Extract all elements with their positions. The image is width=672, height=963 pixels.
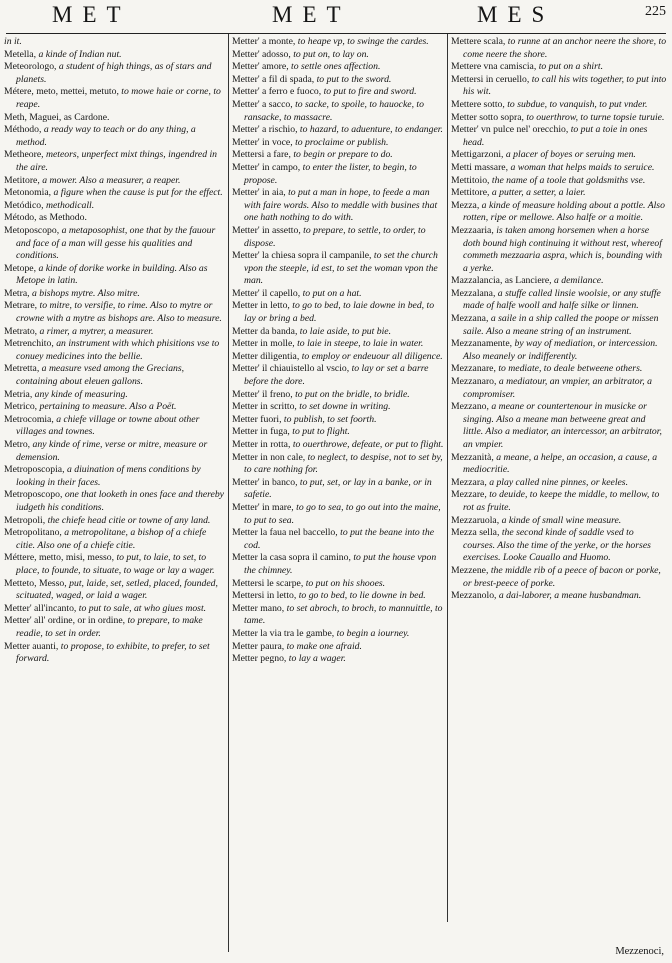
entry-headword: Meth, Maguei, as Cardone. bbox=[4, 111, 110, 123]
column-divider-2 bbox=[447, 34, 448, 922]
entry-definition: the name of a toole that goldsmiths vse. bbox=[491, 174, 646, 186]
entry-definition: a meane or countertenour in musicke or singing. Also a meane man betweene great and little. Also a mediator, an intercessor, an arbitrator, an vmpier. bbox=[463, 401, 662, 450]
entry-definition: to lay or set a barre before the dore. bbox=[244, 363, 429, 388]
entry-headword: Metter in scritto, bbox=[232, 401, 297, 413]
dictionary-entry bbox=[451, 112, 667, 125]
entry-definition: to put a toie in ones head. bbox=[463, 124, 648, 148]
dictionary-entry bbox=[451, 124, 667, 149]
dictionary-entry bbox=[4, 414, 226, 439]
entry-definition: a ready way to teach or do any thing, a method. bbox=[16, 124, 196, 148]
running-head-center: MET bbox=[272, 2, 351, 27]
entry-definition: to put, to laie, to set, to place, to founde, to situate, to wage or lay a wager. bbox=[16, 552, 215, 576]
entry-definition: to call his wits together, to put into his wit. bbox=[463, 73, 667, 98]
entry-headword: Mezzaaria, bbox=[451, 224, 494, 236]
entry-headword: Metter' vn pulce nel' orecchio, bbox=[451, 124, 569, 136]
entry-definition: to enter the lister, to begin, to propose. bbox=[244, 161, 417, 186]
entry-headword: Metter in rotta, bbox=[232, 439, 291, 450]
entry-definition: to go to bed, to lie downe in bed. bbox=[298, 590, 426, 602]
dictionary-entry bbox=[232, 36, 444, 49]
dictionary-entry bbox=[232, 590, 444, 603]
dictionary-entry bbox=[451, 376, 667, 401]
entry-definition: is taken among horsemen when a horse doth bound high continuing it without rest, whereof commeth mezzaaria aspra, which is, bounding with a yerke. bbox=[463, 224, 663, 274]
dictionary-entry bbox=[4, 552, 226, 577]
entry-headword: Metter la casa sopra il camino, bbox=[232, 552, 351, 564]
entry-definition: to laie in steepe, to laie in water. bbox=[297, 338, 424, 350]
dictionary-entry bbox=[451, 489, 667, 514]
entry-definition: to put the house vpon the chimney. bbox=[244, 552, 437, 576]
dictionary-entry bbox=[4, 641, 226, 666]
dictionary-entry bbox=[4, 200, 226, 213]
dictionary-entry bbox=[4, 489, 226, 514]
entry-headword: Metria, bbox=[4, 388, 33, 400]
entry-headword: Mezzana, bbox=[451, 313, 489, 325]
column-1 bbox=[4, 36, 226, 666]
dictionary-entry bbox=[4, 149, 226, 174]
dictionary-entry bbox=[4, 49, 226, 62]
header-rule bbox=[6, 33, 666, 34]
entry-headword: Mazzalancia, as Lanciere, bbox=[451, 275, 552, 287]
dictionary-entry bbox=[232, 99, 444, 124]
dictionary-entry bbox=[4, 61, 226, 86]
entry-definition: to mediate, to deale betweene others. bbox=[498, 363, 643, 375]
dictionary-entry bbox=[232, 401, 444, 414]
page-header bbox=[0, 0, 672, 34]
entry-definition: to go to bed, to laie downe in bed, to lay or bring a bed. bbox=[244, 300, 435, 325]
dictionary-entry bbox=[4, 86, 226, 111]
entry-definition: a putter, a setter, a laier. bbox=[491, 187, 586, 199]
dictionary-entry bbox=[232, 641, 444, 654]
entry-definition: in it. bbox=[4, 36, 22, 47]
dictionary-entry bbox=[4, 212, 226, 225]
entry-definition: to make one afraid. bbox=[286, 640, 362, 652]
entry-headword: Metter fuori, bbox=[232, 413, 282, 425]
dictionary-entry bbox=[451, 590, 667, 603]
dictionary-entry bbox=[4, 578, 226, 603]
dictionary-entry bbox=[232, 653, 444, 666]
entry-definition: a metropolitane, a bishop of a chiefe citie. Also one of a chiefe citie. bbox=[16, 527, 207, 551]
entry-definition: a demilance. bbox=[554, 275, 604, 287]
entry-headword: Metter' amore, bbox=[232, 61, 289, 73]
dictionary-entry bbox=[451, 313, 667, 338]
dictionary-entry bbox=[4, 338, 226, 363]
dictionary-entry bbox=[4, 363, 226, 388]
entry-definition: by way of mediation, or intercession. Also meanely or indifferently. bbox=[463, 338, 658, 362]
dictionary-entry bbox=[451, 99, 667, 112]
entry-definition: one that looketh in ones face and thereby iudgeth his conditions. bbox=[16, 489, 224, 513]
entry-definition: to put on, to lay on. bbox=[293, 48, 369, 60]
dictionary-entry bbox=[451, 363, 667, 376]
entry-headword: Metter' in mare, bbox=[232, 501, 294, 513]
dictionary-entry bbox=[4, 124, 226, 149]
entry-definition: the chiefe head citie or towne of any land. bbox=[47, 514, 211, 526]
entry-headword: Mettere scala, bbox=[451, 36, 506, 47]
entry-definition: a kinde of measure holding about a pottle. Also rotten, ripe or mellowe. Also halfe or a moitie. bbox=[463, 199, 665, 224]
dictionary-entry bbox=[451, 162, 667, 175]
entry-headword: Mettersi le scarpe, bbox=[232, 577, 304, 589]
entry-definition: to hazard, to aduenture, to endanger. bbox=[299, 124, 443, 136]
dictionary-entry bbox=[4, 36, 226, 49]
dictionary-entry bbox=[451, 200, 667, 225]
dictionary-entry bbox=[4, 187, 226, 200]
dictionary-entry bbox=[232, 527, 444, 552]
entry-headword: Mettersi in ceruello, bbox=[451, 73, 530, 85]
entry-definition: to laie aside, to put bie. bbox=[299, 325, 392, 337]
entry-definition: meteors, unperfect mixt things, ingendred in the aire. bbox=[16, 149, 217, 173]
entry-headword: Metódico, bbox=[4, 199, 44, 211]
entry-definition: a diuination of mens conditions by looking in their faces. bbox=[16, 464, 201, 488]
entry-headword: Metra, bbox=[4, 287, 30, 299]
entry-definition: to put on a shirt. bbox=[538, 61, 604, 73]
dictionary-entry bbox=[451, 452, 667, 477]
entry-definition: to set downe in writing. bbox=[299, 401, 391, 413]
entry-headword: Metter sotto sopra, bbox=[451, 111, 524, 123]
entry-headword: Mezza, bbox=[451, 199, 480, 211]
entry-headword: Mettere sotto, bbox=[451, 98, 505, 110]
entry-headword: Metter in fuga, bbox=[232, 426, 290, 438]
entry-definition: a mower. Also a measurer, a reaper. bbox=[42, 174, 181, 186]
entry-headword: Mezza sella, bbox=[451, 527, 500, 539]
entry-definition: to subdue, to vanquish, to put vnder. bbox=[507, 98, 648, 110]
dictionary-entry bbox=[232, 162, 444, 187]
entry-definition: a mediatour, an vmpier, an arbitrator, a compromiser. bbox=[463, 376, 652, 400]
page-number: 225 bbox=[645, 4, 666, 19]
entry-headword: Mezzaruola, bbox=[451, 514, 500, 526]
entry-headword: Metella, bbox=[4, 48, 37, 60]
dictionary-entry bbox=[232, 61, 444, 74]
entry-definition: to put on his shooes. bbox=[305, 577, 386, 589]
entry-headword: Metter in letto, bbox=[232, 300, 290, 312]
entry-headword: Mettitoio, bbox=[451, 174, 490, 186]
dictionary-entry bbox=[232, 300, 444, 325]
dictionary-entry bbox=[451, 527, 667, 565]
entry-definition: any kinde of measuring. bbox=[34, 388, 128, 400]
entry-definition: pertaining to measure. Also a Poët. bbox=[39, 401, 177, 413]
entry-definition: to set the church vpon the steeple, id est, to set the woman vpon the man. bbox=[244, 250, 438, 287]
entry-headword: Metter' in assetto, bbox=[232, 224, 301, 236]
entry-headword: Metrico, bbox=[4, 401, 38, 413]
entry-headword: Méthodo, bbox=[4, 124, 42, 136]
entry-definition: a saile in a ship called the poope or missen saile. Also a meane string of an instrument. bbox=[463, 313, 659, 337]
entry-definition: to neglect, to despise, not to set by, to care nothing for. bbox=[244, 451, 443, 476]
entry-definition: a figure when the cause is put for the effect. bbox=[53, 187, 223, 199]
entry-definition: a play called nine pinnes, or keeles. bbox=[489, 476, 629, 488]
dictionary-entry bbox=[232, 452, 444, 477]
dictionary-entry bbox=[451, 401, 667, 451]
entry-headword: Mezzene, bbox=[451, 564, 489, 576]
column-3 bbox=[451, 36, 667, 603]
entry-headword: Metter' a monte, bbox=[232, 36, 296, 47]
entry-definition: to mitre, to versifie, to rime. Also to mytre or crowne with a mytre as bishops are. Also to measure. bbox=[16, 300, 222, 325]
column-divider-1 bbox=[228, 34, 229, 952]
dictionary-entry bbox=[451, 175, 667, 188]
dictionary-entry bbox=[232, 603, 444, 628]
entry-headword: Mezzara, bbox=[451, 476, 487, 488]
dictionary-entry bbox=[4, 464, 226, 489]
entry-headword: Metter mano, bbox=[232, 602, 285, 614]
entry-definition: a kinde of dorike worke in building. Also as Metope in latin. bbox=[16, 262, 208, 287]
entry-headword: Metter pegno, bbox=[232, 653, 287, 665]
entry-definition: put, laide, set, setled, placed, founded, scituated, waged, or laid a wager. bbox=[16, 577, 218, 602]
entry-definition: to put, set, or lay in a banke, or in safetie. bbox=[244, 476, 432, 501]
entry-definition: an instrument with which phisitions vse to conuey medicines into the bellie. bbox=[16, 338, 220, 362]
entry-headword: Metter in non cale, bbox=[232, 451, 306, 463]
dictionary-entry bbox=[451, 225, 667, 275]
entry-definition: to put the beane into the cod. bbox=[244, 527, 435, 551]
entry-definition: a meane, a helpe, an occasion, a cause, a mediocritie. bbox=[463, 451, 658, 476]
entry-headword: Metter la faua nel baccello, bbox=[232, 527, 338, 539]
entry-headword: Mezzare, bbox=[451, 489, 487, 501]
entry-definition: to put a man in hope, to feede a man with faire words. Also to meddle with busines that one hath nothing to do with. bbox=[244, 187, 438, 224]
dictionary-entry bbox=[451, 477, 667, 490]
column-2 bbox=[232, 36, 444, 666]
entry-headword: Metter diligentia, bbox=[232, 350, 300, 362]
dictionary-entry bbox=[451, 275, 667, 288]
entry-definition: a woman that helps maids to seruice. bbox=[510, 161, 655, 173]
entry-definition: to runne at an anchor neere the shore, to come neere the shore. bbox=[463, 36, 667, 60]
entry-definition: to proclaime or publish. bbox=[295, 136, 389, 148]
dictionary-entry bbox=[4, 326, 226, 339]
entry-headword: Metter' a rischio, bbox=[232, 124, 298, 136]
entry-headword: Metter' a fil di spada, bbox=[232, 73, 315, 85]
entry-definition: a measure vsed among the Grecians, containing about eleuen gallons. bbox=[16, 363, 185, 388]
dictionary-entry bbox=[232, 578, 444, 591]
dictionary-entry bbox=[4, 515, 226, 528]
entry-definition: to prepare, to make readie, to set in order. bbox=[16, 615, 203, 639]
entry-headword: Metropoli, bbox=[4, 514, 46, 526]
entry-headword: Metheore, bbox=[4, 149, 44, 161]
entry-headword: Meteorologo, bbox=[4, 61, 57, 73]
entry-headword: Metteto, Messo, bbox=[4, 577, 67, 589]
dictionary-entry bbox=[4, 263, 226, 288]
entry-definition: to put on a hat. bbox=[302, 287, 362, 299]
entry-headword: Metroposcopo, bbox=[4, 489, 63, 501]
dictionary-entry bbox=[4, 615, 226, 640]
entry-definition: the middle rib of a peece of bacon or porke, or brest-peece of porke. bbox=[463, 564, 661, 589]
entry-definition: a metaposophist, one that by the fauour and face of a man will gesse his qualities and conditions. bbox=[16, 224, 216, 262]
entry-headword: Metretta, bbox=[4, 363, 40, 375]
entry-headword: Mezzanamente, bbox=[451, 338, 513, 350]
dictionary-entry bbox=[451, 338, 667, 363]
entry-headword: Metter' a sacco, bbox=[232, 98, 293, 110]
entry-headword: Metrare, bbox=[4, 300, 38, 312]
dictionary-entry bbox=[232, 552, 444, 577]
dictionary-entry bbox=[232, 288, 444, 301]
entry-definition: to lay a wager. bbox=[288, 653, 346, 665]
dictionary-entry bbox=[232, 426, 444, 439]
dictionary-entry bbox=[232, 414, 444, 427]
dictionary-entry bbox=[232, 477, 444, 502]
dictionary-entry bbox=[232, 124, 444, 137]
entry-definition: to begin or prepare to do. bbox=[293, 149, 393, 161]
dictionary-entry bbox=[4, 112, 226, 125]
entry-definition: a rimer, a mytrer, a measurer. bbox=[39, 325, 154, 337]
entry-definition: to deuide, to keepe the middle, to mellow, to rot as fruite. bbox=[463, 489, 660, 513]
entry-definition: to heape vp, to swinge the cardes. bbox=[297, 36, 429, 47]
entry-definition: to go to sea, to go out into the maine, to put to sea. bbox=[244, 501, 441, 526]
entry-headword: Método, as Methodo. bbox=[4, 212, 87, 224]
entry-headword: Metro, bbox=[4, 439, 31, 450]
entry-headword: Metroposcopia, bbox=[4, 464, 65, 476]
entry-headword: Metoposcopo, bbox=[4, 224, 60, 236]
entry-headword: Mezzanaro, bbox=[451, 376, 497, 388]
entry-headword: Metter' all' ordine, or in ordine, bbox=[4, 615, 126, 627]
dictionary-entry bbox=[232, 137, 444, 150]
dictionary-entry bbox=[232, 502, 444, 527]
entry-headword: Métere, meto, mettei, metuto, bbox=[4, 86, 119, 98]
dictionary-entry bbox=[232, 363, 444, 388]
dictionary-entry bbox=[232, 225, 444, 250]
entry-headword: Méttere, metto, misi, messo, bbox=[4, 552, 115, 564]
entry-headword: Metti massare, bbox=[451, 161, 509, 173]
entry-definition: a student of high things, as of stars and planets. bbox=[16, 61, 212, 85]
entry-headword: Metter' il capello, bbox=[232, 287, 301, 299]
entry-definition: a kinde of Indian nut. bbox=[38, 48, 122, 60]
entry-definition: to mowe haie or corne, to reape. bbox=[16, 86, 221, 110]
entry-headword: Metter' la chiesa sopra il campanile, bbox=[232, 250, 372, 262]
entry-headword: Metter' in banco, bbox=[232, 476, 298, 488]
entry-headword: Metter' adosso, bbox=[232, 48, 291, 60]
entry-definition: a dai-laborer, a meane husbandman. bbox=[498, 590, 642, 602]
dictionary-entry bbox=[232, 187, 444, 225]
entry-headword: Metter la via tra le gambe, bbox=[232, 627, 335, 639]
entry-headword: Mezzanare, bbox=[451, 363, 496, 375]
entry-definition: to propose, to exhibite, to prefer, to set forward. bbox=[16, 640, 210, 665]
entry-definition: to ouerthrowe, defeate, or put to flight. bbox=[292, 439, 444, 450]
dictionary-entry bbox=[232, 86, 444, 99]
entry-definition: to prepare, to settle, to order, to dispose. bbox=[244, 224, 426, 249]
dictionary-entry bbox=[232, 74, 444, 87]
dictionary-entry bbox=[4, 389, 226, 402]
entry-definition: a bishops mytre. Also mitre. bbox=[31, 287, 140, 299]
entry-definition: to employ or endeuour all diligence. bbox=[301, 350, 443, 362]
entry-headword: Metter' all'incanto, bbox=[4, 602, 77, 614]
entry-definition: to publish, to set foorth. bbox=[283, 413, 377, 425]
entry-definition: to put on the bridle, to bridle. bbox=[295, 388, 410, 400]
running-head-left: MET bbox=[52, 2, 131, 27]
entry-headword: Metter paura, bbox=[232, 640, 285, 652]
entry-headword: Mezzano, bbox=[451, 401, 489, 413]
entry-headword: Mezzanità, bbox=[451, 451, 494, 463]
entry-definition: a stuffe called linsie woolsie, or any stuffe made of halfe wooll and halfe silke or linnen. bbox=[463, 287, 661, 312]
dictionary-entry bbox=[451, 187, 667, 200]
dictionary-entry bbox=[4, 175, 226, 188]
entry-headword: Metter da banda, bbox=[232, 325, 298, 337]
entry-definition: to begin a iourney. bbox=[336, 627, 410, 639]
entry-definition: methodicall. bbox=[45, 199, 95, 211]
entry-headword: Metter' in aia, bbox=[232, 187, 286, 199]
entry-headword: Mettigarzoni, bbox=[451, 149, 504, 161]
entry-headword: Metter auanti, bbox=[4, 640, 59, 652]
entry-headword: Mettitore, bbox=[451, 187, 490, 199]
entry-headword: Metrocomia, bbox=[4, 413, 54, 425]
entry-headword: Metter' il freno, bbox=[232, 388, 293, 400]
catchword: Mezzenoci, bbox=[615, 946, 664, 957]
entry-definition: any kinde of rime, verse or mitre, measure or demension. bbox=[16, 439, 208, 463]
dictionary-entry bbox=[4, 225, 226, 263]
entry-definition: to settle ones affection. bbox=[291, 61, 381, 73]
dictionary-entry bbox=[4, 288, 226, 301]
entry-definition: to sacke, to spoile, to hauocke, to ransacke, to massacre. bbox=[244, 98, 424, 123]
entry-definition: a chiefe village or towne about other villages and townes. bbox=[16, 413, 200, 438]
dictionary-entry bbox=[4, 401, 226, 414]
dictionary-entry bbox=[451, 515, 667, 528]
dictionary-entry bbox=[451, 61, 667, 74]
entry-headword: Mezzalana, bbox=[451, 287, 496, 299]
dictionary-entry bbox=[4, 300, 226, 325]
dictionary-entry bbox=[451, 74, 667, 99]
entry-headword: Mettersi a fare, bbox=[232, 149, 291, 161]
entry-headword: Mezzanolo, bbox=[451, 590, 497, 602]
dictionary-entry bbox=[232, 338, 444, 351]
entry-definition: the second kinde of saddle vsed to courses. Also the time of the yerke, or the horses exercises. Looke Cauallo and Huomo. bbox=[463, 527, 651, 564]
entry-headword: Metropolitano, bbox=[4, 527, 62, 539]
dictionary-entry bbox=[451, 288, 667, 313]
dictionary-entry bbox=[4, 603, 226, 616]
dictionary-entry bbox=[232, 628, 444, 641]
entry-headword: Mettere vna camiscia, bbox=[451, 61, 537, 73]
entry-definition: to put to the sword. bbox=[316, 73, 392, 85]
dictionary-entry bbox=[232, 351, 444, 364]
entry-headword: Metitore, bbox=[4, 174, 40, 186]
entry-headword: Mettersi in letto, bbox=[232, 590, 297, 602]
entry-headword: Metonomia, bbox=[4, 187, 52, 199]
entry-definition: a placer of boyes or seruing men. bbox=[505, 149, 636, 161]
entry-definition: to put to fire and sword. bbox=[323, 86, 417, 98]
entry-headword: Metter' il chiauistello al vscio, bbox=[232, 363, 350, 375]
entry-definition: to put to sale, at who giues most. bbox=[78, 602, 207, 614]
dictionary-entry bbox=[451, 149, 667, 162]
dictionary-entry bbox=[451, 565, 667, 590]
running-head-right: MES bbox=[477, 2, 555, 27]
dictionary-entry bbox=[232, 49, 444, 62]
entry-definition: to put to flight. bbox=[292, 426, 350, 438]
entry-headword: Metrato, bbox=[4, 325, 38, 337]
entry-headword: Metope, bbox=[4, 262, 37, 274]
dictionary-entry bbox=[451, 36, 667, 61]
dictionary-entry bbox=[232, 250, 444, 288]
entry-headword: Metter' in voce, bbox=[232, 136, 293, 148]
dictionary-entry bbox=[232, 389, 444, 402]
entry-headword: Metrenchito, bbox=[4, 338, 54, 350]
dictionary-entry bbox=[232, 326, 444, 339]
dictionary-entry bbox=[4, 439, 226, 464]
entry-definition: a kinde of small wine measure. bbox=[501, 514, 622, 526]
dictionary-entry bbox=[232, 149, 444, 162]
entry-headword: Metter' in campo, bbox=[232, 161, 301, 173]
dictionary-entry bbox=[232, 439, 444, 452]
entry-definition: to ouerthrow, to turne topsie turuie. bbox=[526, 111, 665, 123]
entry-headword: Metter' a ferro e fuoco, bbox=[232, 86, 322, 98]
dictionary-entry bbox=[4, 527, 226, 552]
entry-definition: to set abroch, to broch, to mannuittle, to tame. bbox=[244, 602, 443, 627]
entry-headword: Metter in molle, bbox=[232, 338, 295, 350]
